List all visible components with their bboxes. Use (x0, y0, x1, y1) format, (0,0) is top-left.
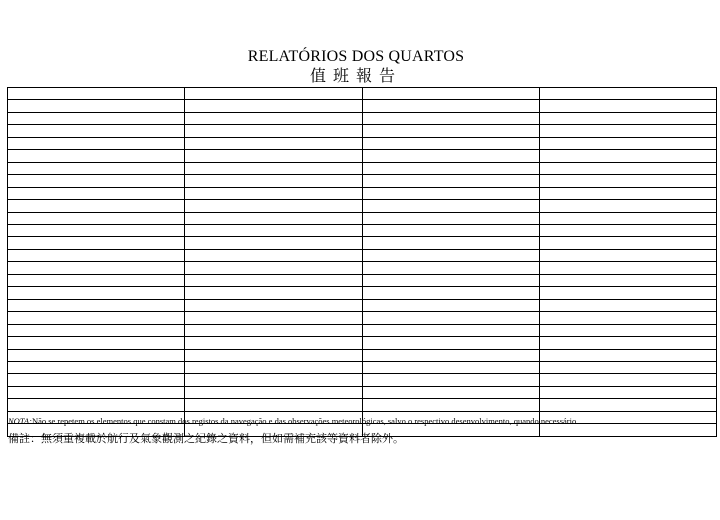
table-cell[interactable] (185, 162, 362, 174)
table-row (8, 287, 717, 299)
table-cell[interactable] (539, 88, 716, 100)
table-row (8, 262, 717, 274)
table-cell[interactable] (8, 262, 185, 274)
table-cell[interactable] (8, 125, 185, 137)
table-cell[interactable] (362, 175, 539, 187)
footnote-text: Não se repetem os elementos que constam dos registos da navegação e das observações meteorológicas, salvo o respectivo desenvolvimento, quando necessário. (31, 416, 579, 426)
table-cell[interactable] (8, 200, 185, 212)
table-cell[interactable] (539, 137, 716, 149)
table-cell[interactable] (362, 361, 539, 373)
table-cell[interactable] (8, 212, 185, 224)
table-row (8, 162, 717, 174)
table-cell[interactable] (362, 88, 539, 100)
table-cell[interactable] (539, 274, 716, 286)
table-row (8, 224, 717, 236)
table-row (8, 299, 717, 311)
table-cell[interactable] (8, 249, 185, 261)
table-cell[interactable] (539, 237, 716, 249)
watch-report-table-body (8, 88, 717, 437)
table-cell[interactable] (362, 299, 539, 311)
table-cell[interactable] (539, 349, 716, 361)
table-cell[interactable] (362, 274, 539, 286)
table-cell[interactable] (362, 224, 539, 236)
table-cell[interactable] (185, 237, 362, 249)
footnote-chinese: 備註：無須重複載於航行及氣象觀測之紀錄之資料，但如需補充該等資料者除外。 (8, 432, 404, 445)
table-cell[interactable] (539, 125, 716, 137)
table-cell[interactable] (8, 374, 185, 386)
table-cell[interactable] (8, 299, 185, 311)
table-cell[interactable] (362, 237, 539, 249)
table-row (8, 274, 717, 286)
table-cell[interactable] (185, 386, 362, 398)
table-row (8, 125, 717, 137)
page-title: RELATÓRIOS DOS QUARTOS (247, 48, 465, 65)
table-cell[interactable] (185, 287, 362, 299)
table-cell[interactable] (8, 175, 185, 187)
table-row (8, 237, 717, 249)
table-cell[interactable] (185, 361, 362, 373)
table-cell[interactable] (539, 175, 716, 187)
table-cell[interactable] (362, 287, 539, 299)
table-cell[interactable] (539, 299, 716, 311)
table-row (8, 137, 717, 149)
table-cell[interactable] (8, 399, 185, 411)
table-cell[interactable] (185, 100, 362, 112)
table-row (8, 88, 717, 100)
table-cell[interactable] (185, 187, 362, 199)
footnote-portuguese (8, 416, 712, 427)
table-cell[interactable] (185, 324, 362, 336)
page-title-chinese: 值班報告 (309, 66, 402, 85)
table-cell[interactable] (185, 312, 362, 324)
table-cell[interactable] (362, 324, 539, 336)
table-cell[interactable] (185, 125, 362, 137)
table-cell[interactable] (8, 324, 185, 336)
table-cell[interactable] (362, 349, 539, 361)
table-cell[interactable] (539, 162, 716, 174)
table-cell[interactable] (185, 249, 362, 261)
table-cell[interactable] (185, 337, 362, 349)
table-row (8, 112, 717, 124)
table-row (8, 386, 717, 398)
table-cell[interactable] (185, 150, 362, 162)
table-row (8, 312, 717, 324)
table-cell[interactable] (362, 249, 539, 261)
table-row (8, 337, 717, 349)
table-cell[interactable] (539, 287, 716, 299)
table-cell[interactable] (539, 200, 716, 212)
table-cell[interactable] (539, 150, 716, 162)
table-cell[interactable] (185, 200, 362, 212)
table-row (8, 100, 717, 112)
table-cell[interactable] (8, 224, 185, 236)
table-cell[interactable] (539, 374, 716, 386)
table-row (8, 399, 717, 411)
table-cell[interactable] (362, 374, 539, 386)
table-cell[interactable] (539, 386, 716, 398)
table-cell[interactable] (362, 200, 539, 212)
table-cell[interactable] (539, 112, 716, 124)
table-cell[interactable] (362, 399, 539, 411)
table-cell[interactable] (362, 262, 539, 274)
table-cell[interactable] (539, 212, 716, 224)
table-cell[interactable] (539, 312, 716, 324)
table-cell[interactable] (539, 262, 716, 274)
table-cell[interactable] (8, 162, 185, 174)
table-cell[interactable] (8, 287, 185, 299)
table-row (8, 200, 717, 212)
table-cell[interactable] (362, 150, 539, 162)
table-cell[interactable] (185, 112, 362, 124)
table-cell[interactable] (8, 88, 185, 100)
table-cell[interactable] (8, 349, 185, 361)
table-cell[interactable] (362, 187, 539, 199)
table-cell[interactable] (8, 237, 185, 249)
watch-report-table (7, 87, 717, 437)
table-cell[interactable] (8, 187, 185, 199)
table-row (8, 249, 717, 261)
table-cell[interactable] (8, 274, 185, 286)
table-cell[interactable] (539, 100, 716, 112)
table-row (8, 187, 717, 199)
table-cell[interactable] (8, 337, 185, 349)
table-cell[interactable] (8, 150, 185, 162)
table-cell[interactable] (362, 112, 539, 124)
table-cell[interactable] (539, 324, 716, 336)
table-cell[interactable] (185, 399, 362, 411)
table-cell[interactable] (8, 386, 185, 398)
table-cell[interactable] (185, 374, 362, 386)
table-cell[interactable] (185, 212, 362, 224)
table-cell[interactable] (185, 274, 362, 286)
table-cell[interactable] (185, 299, 362, 311)
table-row (8, 150, 717, 162)
table-row (8, 212, 717, 224)
table-cell[interactable] (539, 399, 716, 411)
table-cell[interactable] (8, 112, 185, 124)
table-cell[interactable] (185, 175, 362, 187)
footnote-label: NOTA: (8, 416, 32, 426)
table-cell[interactable] (362, 386, 539, 398)
table-cell[interactable] (185, 137, 362, 149)
table-cell[interactable] (8, 100, 185, 112)
table-cell[interactable] (8, 137, 185, 149)
table-row (8, 175, 717, 187)
table-row (8, 361, 717, 373)
table-cell[interactable] (362, 137, 539, 149)
table-cell[interactable] (362, 312, 539, 324)
table-row (8, 349, 717, 361)
table-cell[interactable] (539, 361, 716, 373)
table-cell[interactable] (539, 337, 716, 349)
table-row (8, 374, 717, 386)
table-cell[interactable] (185, 224, 362, 236)
table-cell[interactable] (185, 88, 362, 100)
table-cell[interactable] (362, 100, 539, 112)
table-cell[interactable] (362, 337, 539, 349)
table-cell[interactable] (185, 349, 362, 361)
table-row (8, 324, 717, 336)
table-cell[interactable] (539, 187, 716, 199)
table-cell[interactable] (8, 361, 185, 373)
table-cell[interactable] (362, 212, 539, 224)
table-cell[interactable] (539, 224, 716, 236)
table-cell[interactable] (539, 249, 716, 261)
table-cell[interactable] (362, 162, 539, 174)
table-cell[interactable] (8, 312, 185, 324)
table-cell[interactable] (362, 125, 539, 137)
table-cell[interactable] (185, 262, 362, 274)
